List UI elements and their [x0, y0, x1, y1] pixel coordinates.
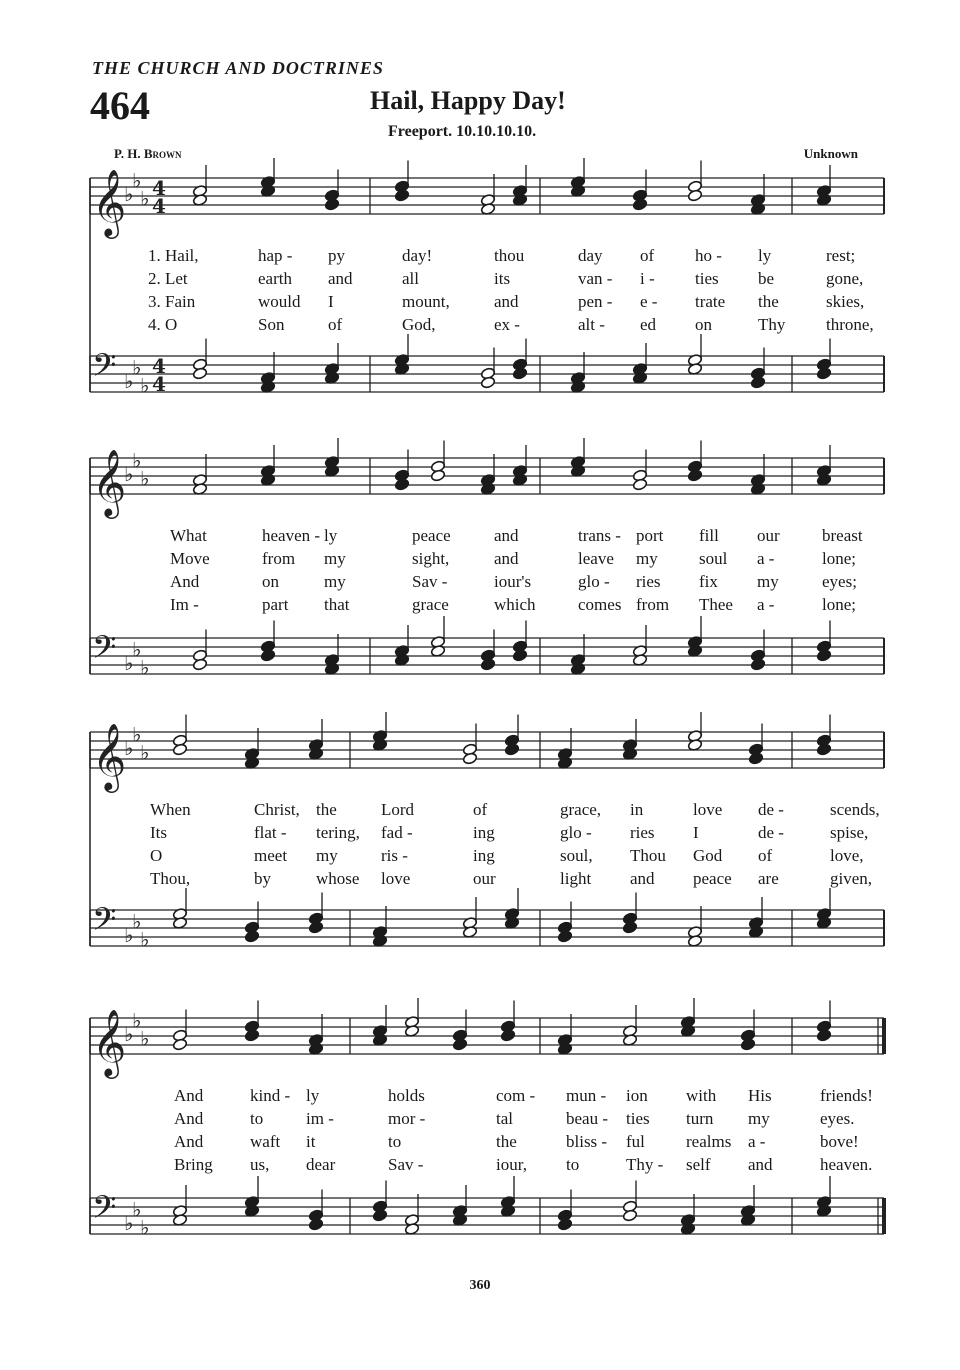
lyric-word: mor -: [388, 1109, 426, 1128]
lyric-word: a -: [748, 1132, 766, 1151]
note-head: [308, 1218, 323, 1231]
lyric-word: Bring: [174, 1155, 213, 1174]
lyric-word: flat -: [254, 823, 287, 842]
lyric-word: im -: [306, 1109, 334, 1128]
flat-icon: ♭: [124, 182, 134, 206]
lyric-word: eyes.: [820, 1109, 855, 1128]
lyric-word: with: [686, 1086, 717, 1105]
lyric-word: And: [174, 1086, 204, 1105]
flat-icon: ♭: [124, 1211, 134, 1235]
lyric-word: tering,: [316, 823, 360, 842]
lyric-word: Sav -: [388, 1155, 424, 1174]
note-head: [687, 189, 702, 202]
lyric-word: breast: [822, 526, 863, 545]
lyric-word: from: [636, 595, 670, 614]
lyric-word: Thy -: [626, 1155, 664, 1174]
lyric-word: ion: [626, 1086, 648, 1105]
lyric-word: iour's: [494, 572, 532, 591]
lyric-word: of: [758, 846, 773, 865]
lyric-word: rest;: [826, 246, 856, 265]
bass-clef-icon: 𝄢: [92, 629, 117, 673]
lyric-word: its: [494, 269, 511, 288]
lyric-word: be: [758, 269, 775, 288]
lyric-word: on: [262, 572, 279, 591]
lyric-line: [0, 823, 960, 845]
lyric-word: friends!: [820, 1086, 873, 1105]
lyric-word: Its: [150, 823, 167, 842]
lyric-word: the: [496, 1132, 517, 1151]
lyric-word: ries: [636, 572, 661, 591]
hymn-number: 464: [90, 83, 150, 128]
flat-icon: ♭: [124, 651, 134, 675]
lyric-word: love: [381, 869, 411, 888]
lyric-word: would: [258, 292, 301, 311]
lyric-word: glo -: [560, 823, 592, 842]
note-head: [430, 469, 445, 482]
lyric-word: Thy: [758, 315, 786, 334]
lyric-word: are: [758, 869, 779, 888]
note-head: [480, 376, 495, 389]
lyric-word: O: [150, 846, 163, 865]
lyric-word: and: [494, 292, 519, 311]
lyric-line: [0, 549, 960, 571]
note-head: [462, 752, 477, 765]
lyric-word: Lord: [381, 800, 415, 819]
lyric-line: [0, 572, 960, 594]
lyric-word: in: [630, 800, 644, 819]
lyric-word: a -: [757, 549, 775, 568]
flat-icon: ♭: [140, 927, 150, 952]
lyric-word: heaven -: [262, 526, 321, 545]
lyric-word: Thou: [630, 846, 666, 865]
lyric-word: on: [695, 315, 712, 334]
lyric-word: and: [494, 549, 519, 568]
flat-icon: ♭: [124, 369, 134, 393]
page-number: 360: [469, 1278, 491, 1293]
lyric-word: meet: [254, 846, 288, 865]
note-head: [452, 1038, 467, 1051]
lyric-word: lone;: [822, 595, 856, 614]
lyric-word: soul: [699, 549, 728, 568]
lyric-line: [0, 800, 960, 822]
lyric-word: 1. Hail,: [148, 246, 199, 265]
treble-clef-icon: 𝄞: [92, 448, 127, 516]
lyric-word: lone;: [822, 549, 856, 568]
lyric-word: And: [170, 572, 200, 591]
lyric-word: ly: [324, 526, 338, 545]
lyric-line: [0, 1132, 960, 1154]
lyric-word: Sav -: [412, 572, 448, 591]
lyric-line: [0, 1109, 960, 1131]
lyric-line: [0, 246, 960, 268]
note-head: [816, 1029, 831, 1042]
bass-staff: [90, 1189, 884, 1240]
note-head: [557, 1218, 572, 1231]
lyric-word: that: [324, 595, 350, 614]
music-system: [0, 158, 960, 412]
lyric-word: ful: [626, 1132, 645, 1151]
lyric-word: com -: [496, 1086, 536, 1105]
lyric-word: of: [473, 800, 488, 819]
flat-icon: ♭: [132, 355, 142, 380]
lyric-word: my: [324, 572, 346, 591]
bass-clef-icon: 𝄢: [92, 1189, 117, 1233]
note-head: [750, 376, 765, 389]
note-head: [394, 189, 409, 202]
lyric-word: love,: [830, 846, 864, 865]
lyric-word: iour,: [496, 1155, 527, 1174]
time-signature-digit: 4: [152, 194, 166, 218]
lyric-word: thou: [494, 246, 525, 265]
note-head: [260, 649, 275, 662]
lyric-word: and: [328, 269, 353, 288]
music-system: [0, 438, 960, 694]
note-head: [632, 478, 647, 491]
flat-icon: ♭: [124, 736, 134, 760]
treble-staff: [90, 1008, 884, 1079]
lyric-line: [0, 595, 960, 617]
lyric-word: God: [693, 846, 723, 865]
flat-icon: ♭: [132, 1197, 142, 1222]
lyric-word: I: [693, 823, 699, 842]
lyric-word: fix: [699, 572, 718, 591]
lyric-word: and: [630, 869, 655, 888]
lyric-word: my: [324, 549, 346, 568]
music-system: [0, 998, 960, 1254]
lyric-word: trate: [695, 292, 726, 311]
lyric-word: from: [262, 549, 296, 568]
flat-icon: ♭: [140, 466, 150, 491]
flat-icon: ♭: [140, 373, 150, 398]
note-head: [816, 367, 831, 380]
lyric-word: realms: [686, 1132, 732, 1151]
lyric-word: our: [473, 869, 496, 888]
lyric-word: ties: [695, 269, 719, 288]
lyric-word: my: [748, 1109, 770, 1128]
lyric-word: When: [150, 800, 191, 819]
lyric-word: leave: [578, 549, 614, 568]
lyric-word: Christ,: [254, 800, 300, 819]
treble-clef-icon: 𝄞: [92, 1008, 127, 1076]
lyric-word: port: [636, 526, 664, 545]
note-head: [750, 658, 765, 671]
lyric-word: given,: [830, 869, 873, 888]
lyric-word: tal: [496, 1109, 513, 1128]
flat-icon: ♭: [124, 462, 134, 486]
lyric-word: which: [494, 595, 536, 614]
lyric-word: ex -: [494, 315, 520, 334]
lyric-word: all: [402, 269, 419, 288]
lyric-word: Son: [258, 315, 285, 334]
lyric-word: ed: [640, 315, 657, 334]
tune-meter: Freeport. 10.10.10.10.: [388, 123, 537, 140]
flat-icon: ♭: [132, 637, 142, 662]
lyric-word: throne,: [826, 315, 874, 334]
lyric-word: van -: [578, 269, 613, 288]
bass-notes: [172, 1176, 831, 1235]
lyric-word: ris -: [381, 846, 408, 865]
flat-icon: ♭: [140, 740, 150, 765]
lyric-word: a -: [757, 595, 775, 614]
lyric-word: to: [250, 1109, 264, 1128]
lyric-word: And: [174, 1109, 204, 1128]
lyric-word: holds: [388, 1086, 425, 1105]
lyric-line: [0, 526, 960, 548]
lyric-word: Thee: [699, 595, 733, 614]
note-head: [622, 1209, 637, 1222]
note-head: [172, 743, 187, 756]
lyric-word: mun -: [566, 1086, 607, 1105]
lyric-word: whose: [316, 869, 360, 888]
lyric-word: my: [757, 572, 779, 591]
note-head: [394, 478, 409, 491]
lyric-word: ties: [626, 1109, 650, 1128]
lyric-word: heaven.: [820, 1155, 873, 1174]
note-head: [372, 1209, 387, 1222]
lyric-word: Im -: [170, 595, 199, 614]
lyric-word: day: [578, 246, 603, 265]
lyric-word: ly: [758, 246, 772, 265]
lyric-word: of: [328, 315, 343, 334]
lyric-word: kind -: [250, 1086, 291, 1105]
time-signature-digit: 4: [152, 372, 166, 396]
lyric-word: fill: [699, 526, 719, 545]
note-head: [632, 198, 647, 211]
flat-icon: ♭: [132, 722, 142, 747]
lyric-word: waft: [250, 1132, 281, 1151]
lyric-word: to: [566, 1155, 580, 1174]
treble-staff: [90, 722, 884, 793]
lyric-word: ing: [473, 823, 495, 842]
note-head: [244, 930, 259, 943]
note-head: [816, 743, 831, 756]
lyric-line: [0, 1155, 960, 1177]
note-head: [172, 1038, 187, 1051]
flat-icon: ♭: [140, 186, 150, 211]
lyric-word: And: [174, 1132, 204, 1151]
lyric-word: spise,: [830, 823, 869, 842]
lyric-word: de -: [758, 823, 784, 842]
lyric-word: skies,: [826, 292, 865, 311]
lyric-word: us,: [250, 1155, 270, 1174]
lyric-word: dear: [306, 1155, 336, 1174]
lyric-word: ho -: [695, 246, 722, 265]
lyric-word: the: [316, 800, 337, 819]
flat-icon: ♭: [140, 1215, 150, 1240]
lyric-word: and: [494, 526, 519, 545]
note-head: [308, 921, 323, 934]
lyric-word: peace: [412, 526, 451, 545]
time-signature-digit: 4: [152, 354, 166, 378]
lyric-word: grace: [412, 595, 449, 614]
lyric-word: it: [306, 1132, 316, 1151]
lyric-word: Move: [170, 549, 210, 568]
lyric-word: trans -: [578, 526, 621, 545]
lyric-word: beau -: [566, 1109, 609, 1128]
lyric-word: part: [262, 595, 289, 614]
flat-icon: ♭: [140, 655, 150, 680]
lyric-word: by: [254, 869, 271, 888]
lyric-word: earth: [258, 269, 292, 288]
lyric-word: sight,: [412, 549, 450, 568]
lyric-word: pen -: [578, 292, 613, 311]
lyric-word: bliss -: [566, 1132, 608, 1151]
lyric-line: [0, 269, 960, 291]
bass-staff: [90, 901, 884, 952]
lyric-word: alt -: [578, 315, 605, 334]
note-head: [512, 649, 527, 662]
bass-notes: [172, 888, 831, 947]
lyric-word: God,: [402, 315, 436, 334]
lyric-word: hap -: [258, 246, 293, 265]
lyric-word: I: [328, 292, 334, 311]
bass-clef-icon: 𝄢: [92, 347, 117, 391]
note-head: [557, 930, 572, 943]
lyric-word: our: [757, 526, 780, 545]
treble-clef-icon: 𝄞: [92, 722, 127, 790]
lyric-word: ries: [630, 823, 655, 842]
lyric-line: [0, 846, 960, 868]
flat-icon: ♭: [132, 168, 142, 193]
lyric-word: bove!: [820, 1132, 859, 1151]
lyric-word: and: [748, 1155, 773, 1174]
note-head: [192, 367, 207, 380]
lyric-word: 3. Fain: [148, 292, 196, 311]
note-head: [504, 743, 519, 756]
note-head: [687, 469, 702, 482]
lyric-word: turn: [686, 1109, 714, 1128]
lyric-line: [0, 292, 960, 314]
composer-credit: Unknown: [803, 146, 858, 161]
lyric-word: my: [636, 549, 658, 568]
note-head: [748, 752, 763, 765]
lyric-word: self: [686, 1155, 711, 1174]
bass-clef-icon: 𝄢: [92, 901, 117, 945]
lyric-word: e -: [640, 292, 658, 311]
music-system: [0, 712, 960, 966]
author-credit: P. H. Brown: [114, 146, 182, 161]
lyric-word: What: [170, 526, 207, 545]
lyric-word: of: [640, 246, 655, 265]
lyric-word: grace,: [560, 800, 602, 819]
note-head: [740, 1038, 755, 1051]
lyric-word: ing: [473, 846, 495, 865]
lyric-word: to: [388, 1132, 402, 1151]
lyric-word: His: [748, 1086, 772, 1105]
lyric-word: soul,: [560, 846, 593, 865]
lyric-word: mount,: [402, 292, 450, 311]
note-head: [192, 658, 207, 671]
flat-icon: ♭: [132, 448, 142, 473]
note-head: [816, 649, 831, 662]
flat-icon: ♭: [124, 923, 134, 947]
lyric-word: i -: [640, 269, 655, 288]
lyric-word: 2. Let: [148, 269, 188, 288]
note-head: [244, 1029, 259, 1042]
lyric-word: de -: [758, 800, 784, 819]
note-head: [512, 367, 527, 380]
note-head: [324, 198, 339, 211]
note-head: [622, 921, 637, 934]
lyric-word: Thou,: [150, 869, 191, 888]
lyric-word: ly: [306, 1086, 320, 1105]
lyric-word: comes: [578, 595, 622, 614]
lyric-word: scends,: [830, 800, 880, 819]
lyric-word: glo -: [578, 572, 610, 591]
flat-icon: ♭: [132, 909, 142, 934]
note-head: [480, 658, 495, 671]
lyric-word: gone,: [826, 269, 864, 288]
lyric-word: eyes;: [822, 572, 857, 591]
flat-icon: ♭: [132, 1008, 142, 1033]
section-header: THE CHURCH AND DOCTRINES: [92, 58, 384, 78]
bass-notes: [192, 616, 831, 675]
hymn-title: Hail, Happy Day!: [370, 86, 566, 115]
lyric-line: [0, 315, 960, 337]
lyric-word: my: [316, 846, 338, 865]
lyric-line: [0, 869, 960, 891]
bass-notes: [192, 334, 831, 393]
flat-icon: ♭: [124, 1022, 134, 1046]
lyric-word: peace: [693, 869, 732, 888]
time-signature-digit: 4: [152, 176, 166, 200]
lyric-word: fad -: [381, 823, 413, 842]
flat-icon: ♭: [140, 1026, 150, 1051]
lyric-word: love: [693, 800, 723, 819]
lyric-word: light: [560, 869, 592, 888]
treble-clef-icon: 𝄞: [92, 168, 127, 236]
lyric-word: py: [328, 246, 345, 265]
note-head: [500, 1029, 515, 1042]
lyric-word: day!: [402, 246, 433, 265]
lyric-word: 4. O: [148, 315, 178, 334]
lyric-word: the: [758, 292, 779, 311]
lyric-line: [0, 1086, 960, 1108]
